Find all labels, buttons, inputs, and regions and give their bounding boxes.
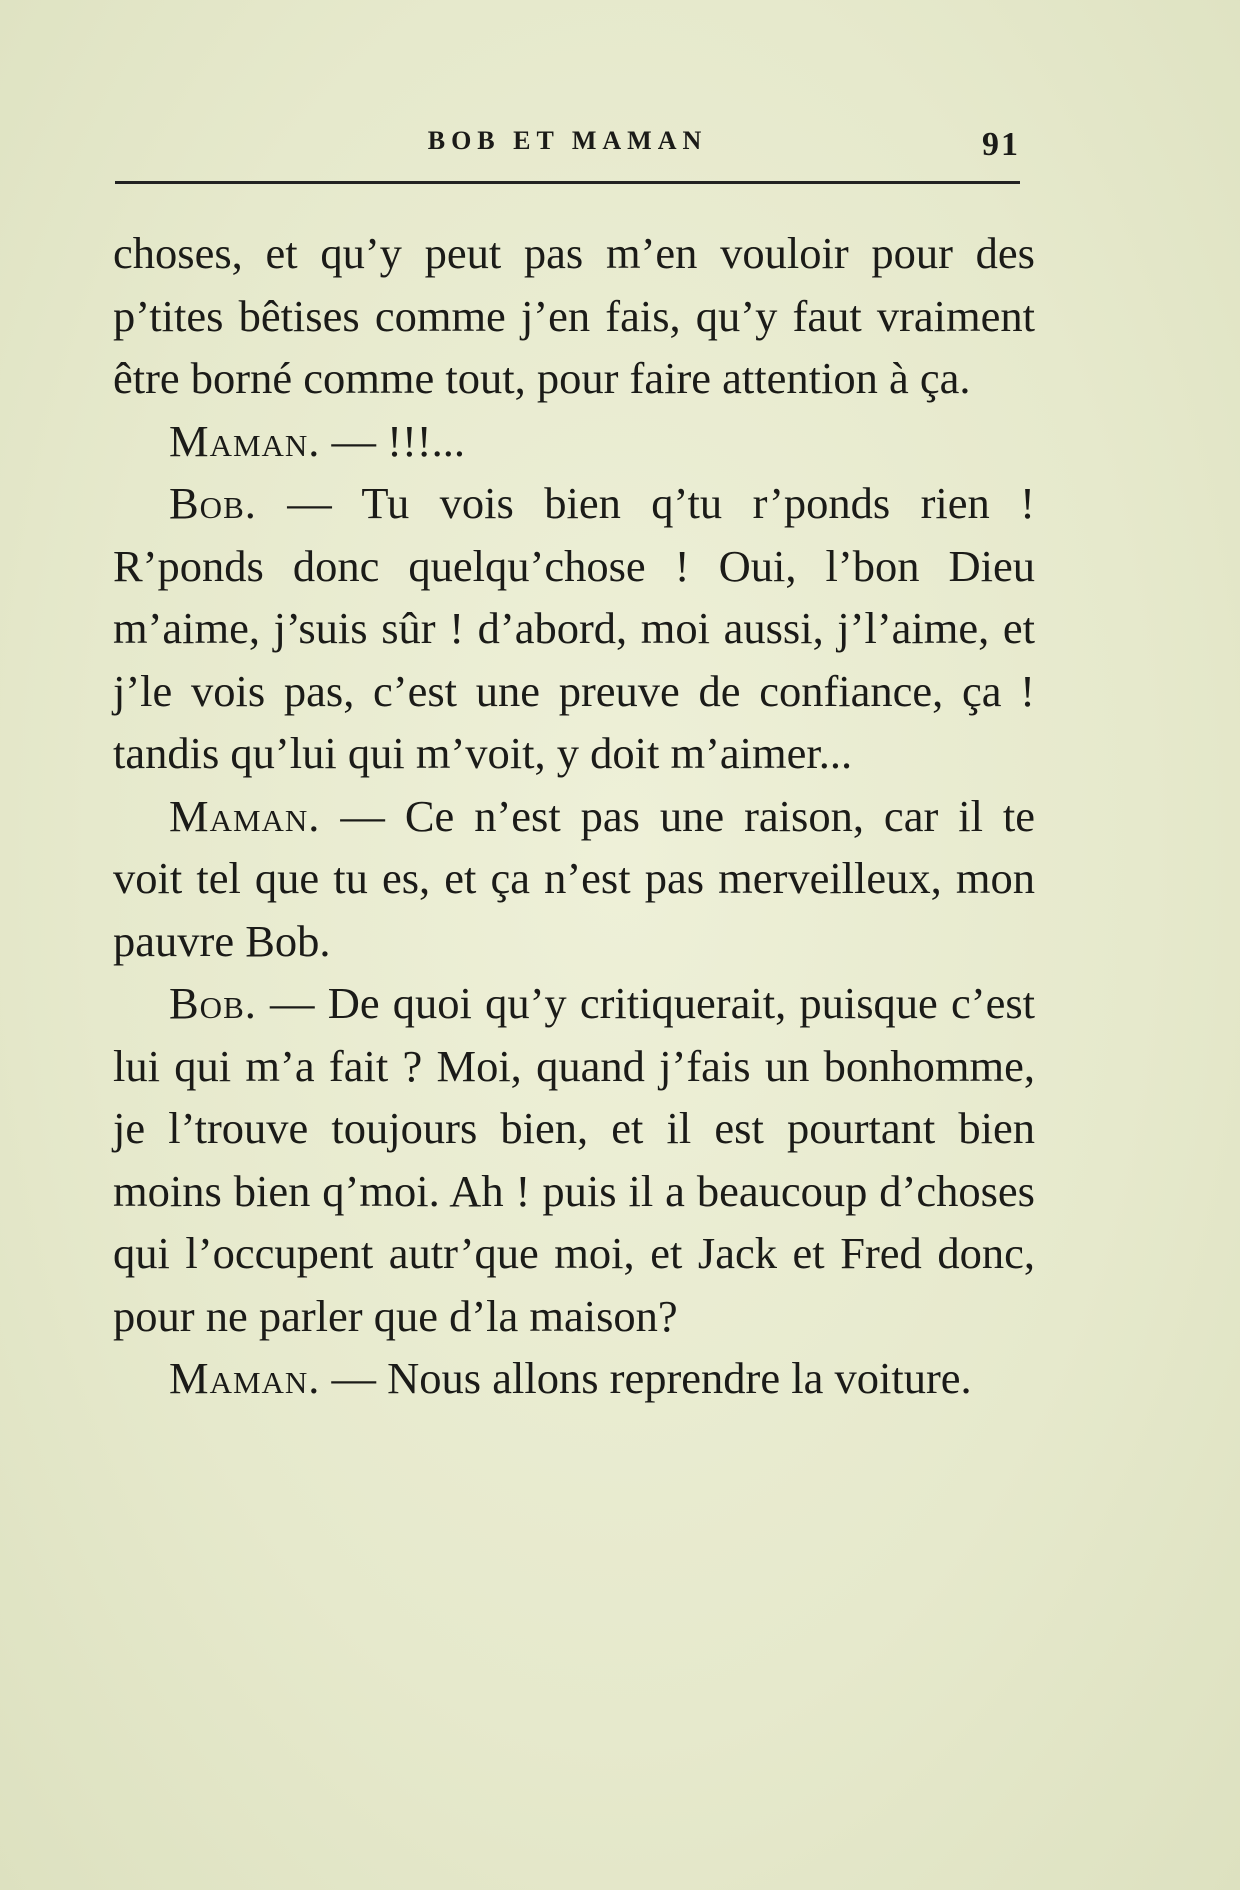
paragraph-text: — Ce n’est pas une raison, car il te voit tel que tu es, et ça n’est pas merveilleux, mon pauvre Bob.: [113, 790, 1035, 966]
speaker-name: Bob.: [169, 978, 257, 1028]
running-title: BOB ET MAMAN: [427, 126, 708, 155]
paragraph-maman-3: [113, 1347, 1035, 1410]
paragraph-text: — Nous allons reprendre la voiture.: [320, 1353, 972, 1403]
running-head: [115, 126, 1020, 166]
paragraph-text: — De quoi qu’y critiquerait, puisque c’est lui qui m’a fait ? Moi, quand j’fais un bonhomme, je l’trouve toujours bien, et il est pourtant bien moins bien q’moi. Ah ! puis il a beaucoup d’choses qui l’occupent autr’que moi, et Jack et Fred donc, pour ne parler que d’la maison?: [113, 978, 1035, 1341]
paragraph-text: — Tu vois bien q’tu r’ponds rien ! R’ponds donc quelqu’chose ! Oui, l’bon Dieu m’aime, j’suis sûr ! d’abord, moi aussi, j’l’aime, et j’le vois pas, c’est une preuve de confiance, ça ! tandis qu’lui qui m’voit, y doit m’aimer...: [113, 478, 1035, 778]
paragraph-text: choses, et qu’y peut pas m’en vouloir pour des p’tites bêtises comme j’en fais, qu’y faut vraiment être borné comme tout, pour faire attention à ça.: [113, 228, 1035, 403]
page-number: 91: [982, 126, 1020, 163]
paragraph-continued: [113, 222, 1035, 410]
paragraph-bob-2: [113, 972, 1035, 1347]
header-rule: [115, 181, 1020, 184]
speaker-name: Bob.: [169, 478, 257, 528]
body-text: [113, 222, 1035, 1410]
speaker-name: Maman.: [169, 415, 321, 466]
paragraph-maman-1: [113, 410, 1035, 473]
paragraph-text: — !!!...: [320, 415, 466, 466]
paragraph-bob-1: [113, 472, 1035, 785]
speaker-name: Maman.: [169, 1353, 321, 1403]
speaker-name: Maman.: [169, 790, 321, 841]
paragraph-maman-2: [113, 785, 1035, 973]
